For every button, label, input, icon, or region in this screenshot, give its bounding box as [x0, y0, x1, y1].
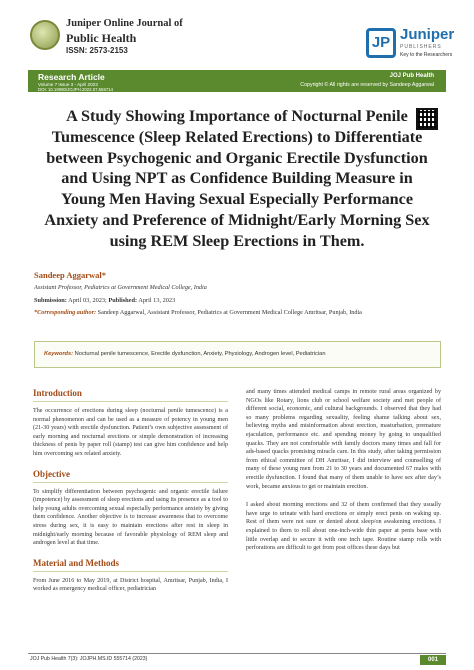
- article-title: A Study Showing Importance of Nocturnal Penile Tumescence (Sleep Related Erections) to Differentiate between Psychogenic and Organic Erectile Dysfunction and Using NPT as Confidence Building Measure in Young Men Having Sexual Especially Performance Anxiety and Preference of Midnight/Early Morning Sex using REM Sleep Erections in Them.: [44, 107, 430, 250]
- keywords-text: Nocturnal penile tumescence, Erectile dysfunction, Anxiety, Physiology, Androgen level, Pediatrician: [74, 351, 326, 357]
- publisher-logo-icon: JP: [366, 28, 396, 58]
- article-dates: [34, 297, 175, 304]
- article-doi[interactable]: DOI: 10.19080/JOJPH.2022.07.555714: [38, 87, 114, 92]
- journal-header: [0, 0, 474, 70]
- keywords-label: Keywords:: [44, 351, 74, 357]
- page-number: 001: [420, 655, 446, 665]
- author-name: Sandeep Aggarwal*: [34, 270, 107, 280]
- methods-heading: Material and Methods: [33, 558, 228, 572]
- corresponding-text: Sandeep Aggarwal, Assistant Professor, Pediatrics at Government Medical College Amritsar, Punjab, India: [97, 309, 362, 316]
- footer-citation: JOJ Pub Health 7(3): JOJPH.MS.ID 555714 (2023): [30, 656, 148, 662]
- corresponding-label: *Corresponding author:: [34, 309, 97, 316]
- journal-abbrev: JOJ Pub Health: [389, 73, 434, 79]
- publisher-name: Juniper: [400, 26, 455, 43]
- author-affiliation: Assistant Professor, Pediatrics at Government Medical College, India: [34, 284, 207, 291]
- publisher-tagline: Key to the Researchers: [400, 52, 453, 58]
- submission-date: April 03, 2023;: [68, 297, 107, 304]
- left-column: [33, 388, 228, 604]
- journal-issn: ISSN: 2573-2153: [66, 46, 128, 55]
- page-footer: [28, 653, 446, 665]
- article-info-band: [28, 70, 446, 92]
- right-column-text-1: and many times attended medical camps in remote rural areas organized by NGOs like Rotary, lions club or school welfare society and met people of different social, economic, and cultural backgrounds. I observed that they had so many problems regarding sexuality, feeling shame talking about sex, believing myths and misinformation about erection, masturbation, premature ejaculation, performance etc. and spending money by going to unqualified quacks. They are not comfortable with family doctors many times and fall for ads-based quacks promising miracle care. In this study, after taking permission from ethical committee of DH Amritsar, I did interview and counselling of many of these young men from 21 to 30 years and documented 67 males with erectile dysfunction. I found that many of them unable to have sex after day’s work, became anxious to get or maintain erection.: [246, 389, 441, 490]
- objective-text: To simplify differentiation between psychogenic and organic erectile failure (impotence) by assessment of sleep erections and using its presence as a tool to help young adults overcoming sexual especially performance anxiety by giving them confidence. Another objective is to increase awareness that to overcome stress during sex, it is easy to maintain erections after rest in sleep in midnight/early morning because of favorable physiology of REM sleep and androgen level at that time.: [33, 488, 228, 547]
- keywords-box: [34, 341, 441, 368]
- keywords-line: [44, 351, 325, 357]
- article-type: Research Article: [38, 72, 105, 82]
- right-column: [246, 388, 441, 563]
- corresponding-author: [34, 309, 362, 316]
- journal-globe-logo: [30, 20, 60, 50]
- submission-label: Submission:: [34, 297, 67, 304]
- introduction-heading: Introduction: [33, 388, 228, 402]
- journal-name-line2: Public Health: [66, 31, 137, 45]
- article-volume: Volume 7 Issue 3 - April 2023: [38, 82, 98, 87]
- publisher-sub: PUBLISHERS: [400, 44, 442, 50]
- journal-name-line1: Juniper Online Journal of: [66, 18, 183, 29]
- objective-heading: Objective: [33, 469, 228, 483]
- published-date: April 13, 2023: [138, 297, 176, 304]
- published-label: Published:: [108, 297, 138, 304]
- methods-text: From June 2016 to May 2019, at District hospital, Amritsar, Punjab, India, I worked as emergency medical officer, pediatrician: [33, 577, 228, 593]
- right-column-text-2: I asked about morning erections and 32 of them confirmed that they usually have urge to urinate with hard erections or simply erect penis on waking up. Rest of them were not sure or denied about sleep/on awakening erections. I explained to them to roll about one-inch-wide thin paper at penis base with little overlap and to secure it with one inch tape. Routine stamp rolls with perforations are difficult to get from post offices these days but: [246, 502, 441, 552]
- copyright-text: Copyright © All rights are reserved by Sandeep Aggarwal: [300, 82, 434, 88]
- introduction-text: The occurrence of erections during sleep (nocturnal penile tumescence) is a normal phenomenon and can be used as a measure of potency in young men (21-30 years) with erectile dysfunction. Patient’s own subjective assessment of early morning and nocturnal erections or simple demonstration of increasing thickness of penis by paper roll (stamp) test can give him confidence and help him overcoming sex related anxiety.: [33, 408, 228, 457]
